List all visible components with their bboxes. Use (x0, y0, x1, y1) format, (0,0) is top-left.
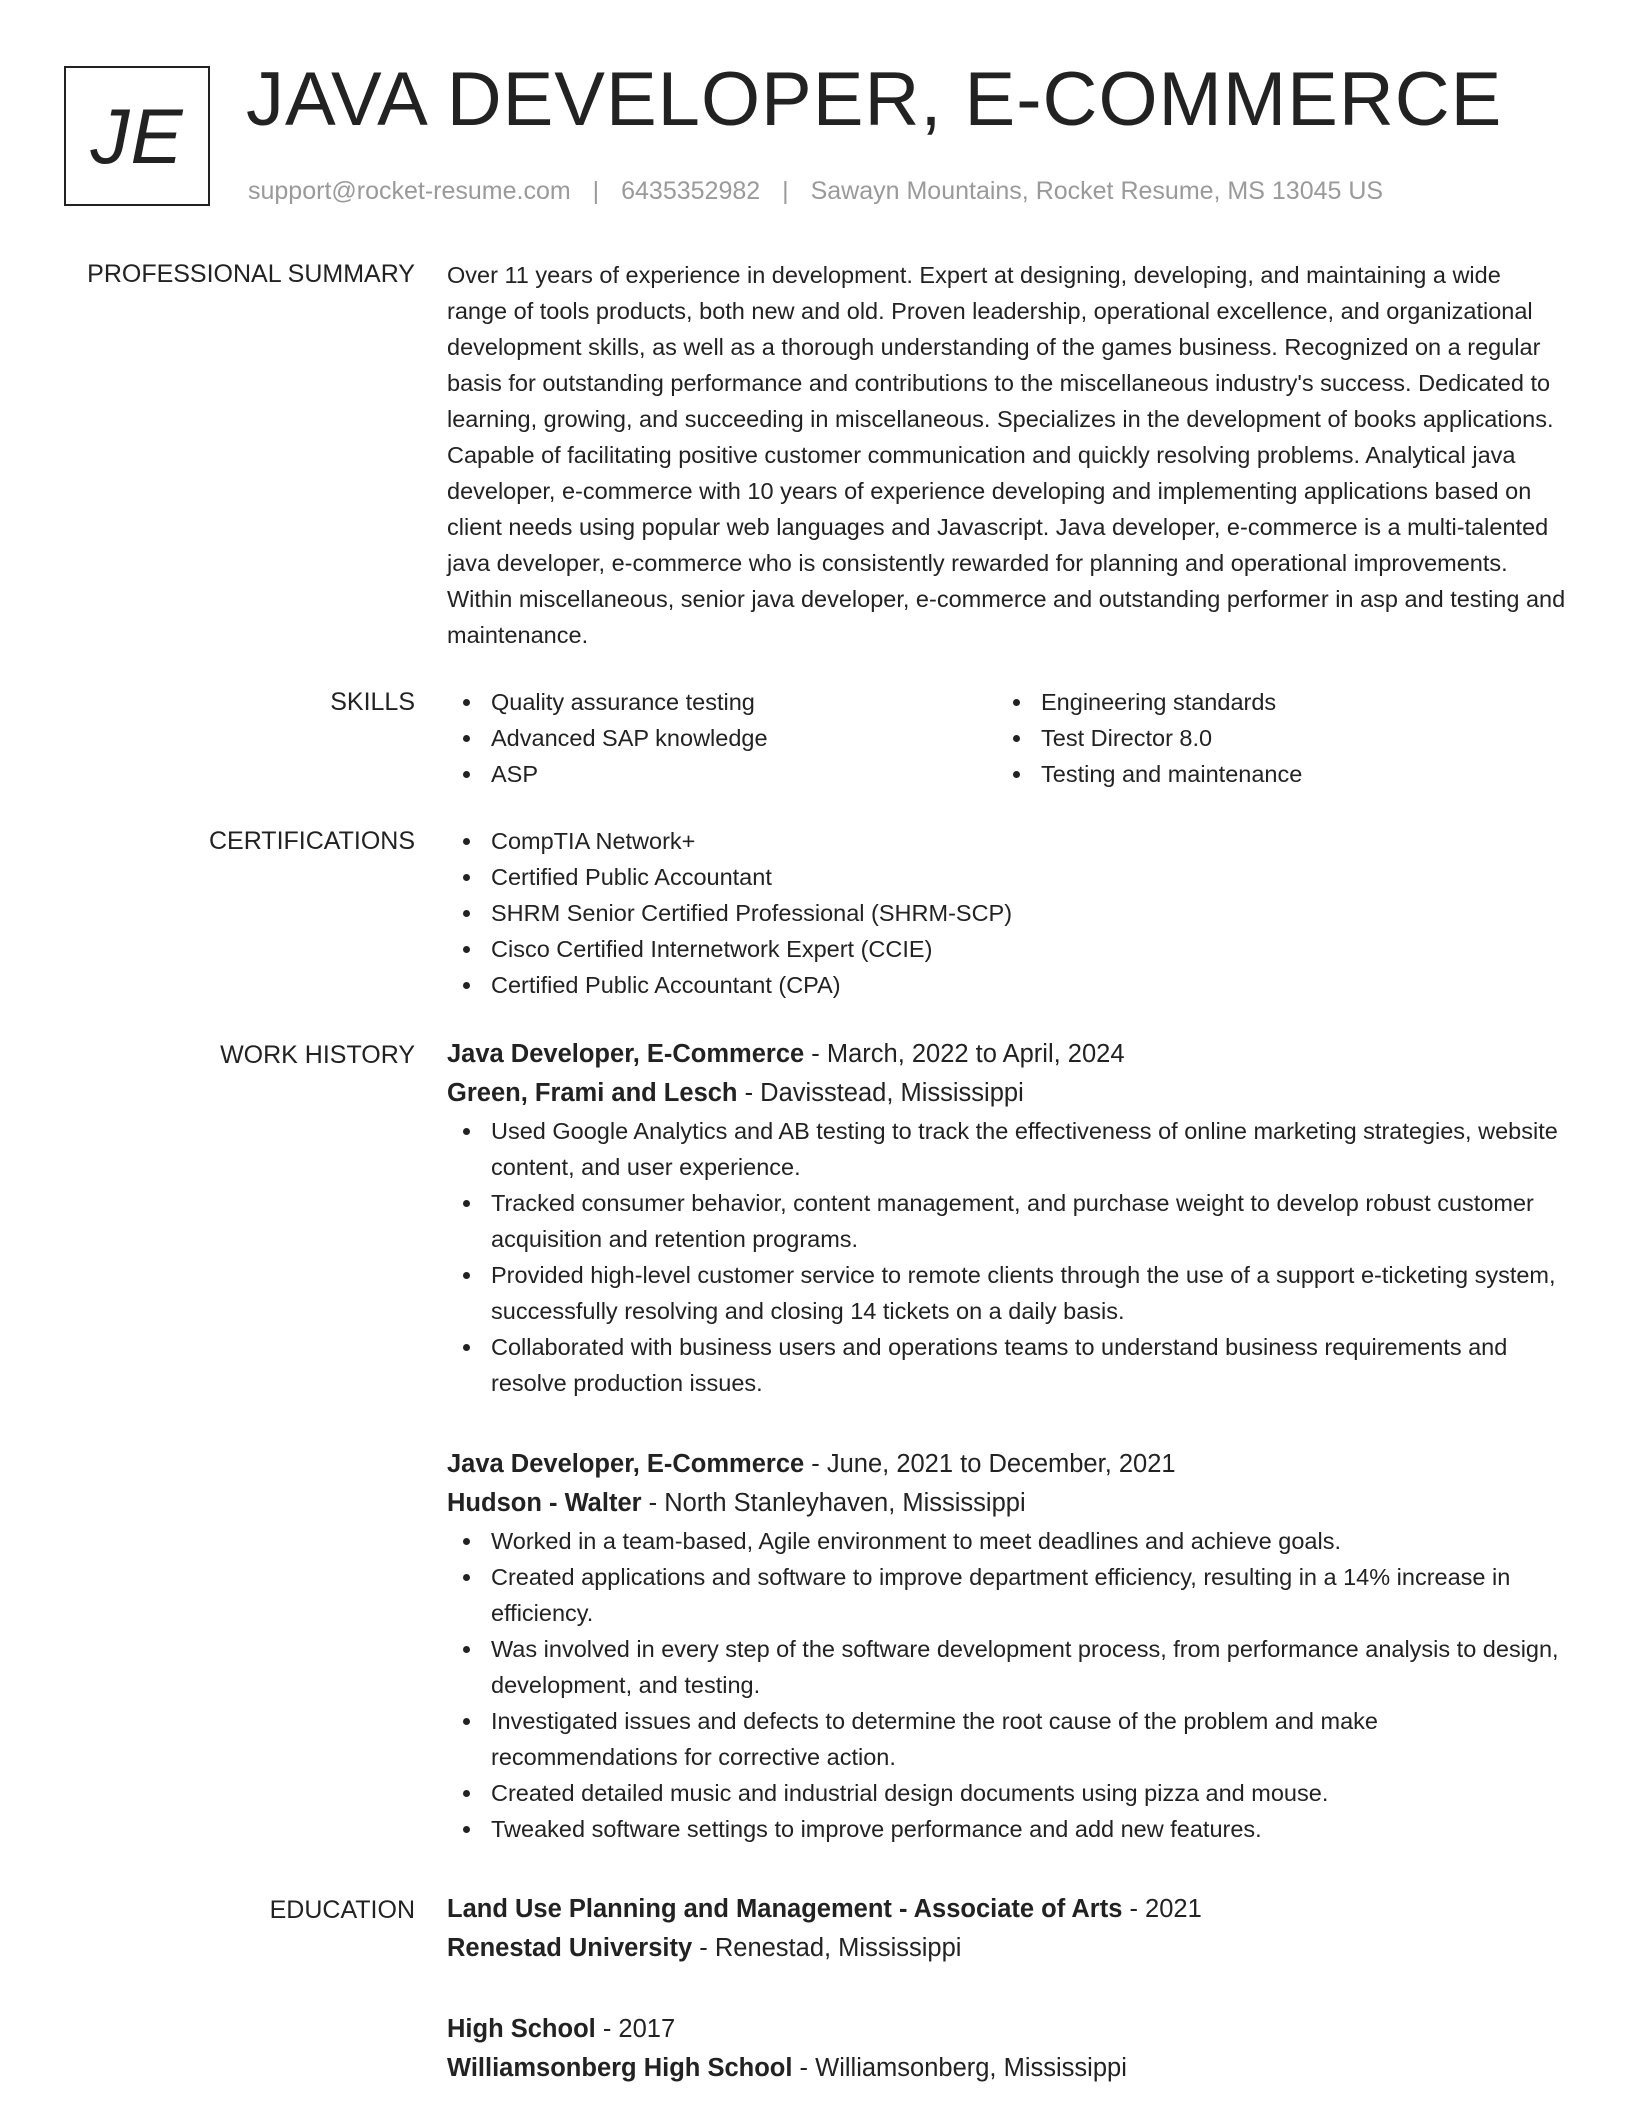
job-dates: - June, 2021 to December, 2021 (804, 1450, 1176, 1478)
certification-item: CompTIA Network+ (447, 823, 1567, 859)
job-dates: - March, 2022 to April, 2024 (804, 1040, 1125, 1068)
skill-item: Quality assurance testing (447, 684, 997, 720)
certification-item: SHRM Senior Certified Professional (SHRM-SCP) (447, 895, 1567, 931)
education-degree: Land Use Planning and Management - Associate of Arts (447, 1895, 1123, 1923)
education-school: Renestad University (447, 1934, 693, 1962)
education-degree: High School (447, 2015, 596, 2043)
skill-item: Test Director 8.0 (997, 720, 1547, 756)
certification-item: Cisco Certified Internetwork Expert (CCIE) (447, 931, 1567, 967)
job-entry (447, 1035, 1567, 1401)
skill-item: Advanced SAP knowledge (447, 720, 997, 756)
job-bullet: Created applications and software to improve department efficiency, resulting in a 14% increase in efficiency. (447, 1559, 1567, 1631)
job-title: Java Developer, E-Commerce (447, 1450, 805, 1478)
job-bullet: Used Google Analytics and AB testing to track the effectiveness of online marketing strategies, website content, and user experience. (447, 1113, 1567, 1185)
job-location: - Davisstead, Mississippi (737, 1079, 1024, 1107)
job-bullet: Created detailed music and industrial design documents using pizza and mouse. (447, 1775, 1567, 1811)
contact-separator: | (782, 177, 789, 205)
contact-email[interactable]: support@rocket-resume.com (248, 177, 571, 205)
job-bullet: Tweaked software settings to improve performance and add new features. (447, 1811, 1567, 1847)
section-label-certifications: CERTIFICATIONS (208, 827, 415, 855)
education-school-line (447, 2049, 1567, 2088)
monogram-box (64, 66, 210, 206)
skill-item: Engineering standards (997, 684, 1547, 720)
certification-item: Certified Public Accountant (447, 859, 1567, 895)
section-label-skills: SKILLS (330, 688, 415, 716)
job-title: Java Developer, E-Commerce (447, 1040, 805, 1068)
education-degree-line (447, 2010, 1567, 2049)
job-bullet: Collaborated with business users and operations teams to understand business requirements and resolve production issues. (447, 1329, 1567, 1401)
job-title-line (447, 1035, 1567, 1074)
education-year: - 2017 (595, 2015, 676, 2043)
resume-title: JAVA DEVELOPER, E-COMMERCE (246, 57, 1503, 142)
education-location: - Williamsonberg, Mississippi (792, 2054, 1127, 2082)
contact-phone[interactable]: 6435352982 (621, 177, 761, 205)
skill-item: Testing and maintenance (997, 756, 1547, 792)
job-bullets (447, 1113, 1567, 1401)
education-location: - Renestad, Mississippi (692, 1934, 962, 1962)
job-bullet: Tracked consumer behavior, content management, and purchase weight to develop robust customer acquisition and retention programs. (447, 1185, 1567, 1257)
skills-section (447, 684, 1567, 792)
education-entry (447, 2010, 1567, 2088)
job-company-line (447, 1484, 1567, 1523)
contact-separator: | (592, 177, 600, 205)
contact-line (248, 176, 1383, 206)
certification-item: Certified Public Accountant (CPA) (447, 967, 1567, 1003)
skill-item: ASP (447, 756, 997, 792)
job-company: Hudson - Walter (447, 1489, 642, 1517)
job-bullet: Provided high-level customer service to remote clients through the use of a support e-ticketing system, successfully resolving and closing 14 tickets on a daily basis. (447, 1257, 1567, 1329)
job-bullet: Worked in a team-based, Agile environment to meet deadlines and achieve goals. (447, 1523, 1567, 1559)
job-company-line (447, 1074, 1567, 1113)
job-bullet: Investigated issues and defects to determine the root cause of the problem and make recommendations for corrective action. (447, 1703, 1567, 1775)
summary-section (447, 257, 1567, 653)
education-entry (447, 1890, 1567, 1968)
job-location: - North Stanleyhaven, Mississippi (641, 1489, 1026, 1517)
job-entry (447, 1445, 1567, 1847)
section-label-work-history: WORK HISTORY (220, 1041, 415, 1069)
contact-address: Sawayn Mountains, Rocket Resume, MS 13045 US (810, 177, 1384, 205)
education-school-line (447, 1929, 1567, 1968)
job-title-line (447, 1445, 1567, 1484)
summary-text: Over 11 years of experience in development. Expert at designing, developing, and maintaining a wide range of tools products, both new and old. Proven leadership, operational excellence, and organizational development skills, as well as a thorough understanding of the games business. Recognized on a regular basis for outstanding performance and contributions to the miscellaneous industry's success. Dedicated to learning, growing, and succeeding in miscellaneous. Specializes in the development of books applications. Capable of facilitating positive customer communication and quickly resolving problems. Analytical java developer, e-commerce with 10 years of experience developing and implementing applications based on client needs using popular web languages and Javascript. Java developer, e-commerce is a multi-talented java developer, e-commerce who is consistently rewarded for planning and operational improvements. Within miscellaneous, senior java developer, e-commerce and outstanding performer in asp and testing and maintenance. (447, 262, 1566, 648)
job-bullet: Was involved in every step of the software development process, from performance analysis to design, development, and testing. (447, 1631, 1567, 1703)
certifications-list (447, 823, 1567, 1003)
education-degree-line (447, 1890, 1567, 1929)
job-bullets (447, 1523, 1567, 1847)
skills-list-left (447, 684, 997, 792)
education-year: - 2021 (1122, 1895, 1202, 1923)
education-school: Williamsonberg High School (447, 2054, 793, 2082)
job-company: Green, Frami and Lesch (447, 1079, 738, 1107)
section-label-summary: PROFESSIONAL SUMMARY (87, 260, 415, 288)
skills-list-right (997, 684, 1547, 792)
monogram-initials: JE (90, 92, 184, 180)
certifications-section (447, 823, 1567, 1003)
section-label-education: EDUCATION (269, 1896, 415, 1924)
